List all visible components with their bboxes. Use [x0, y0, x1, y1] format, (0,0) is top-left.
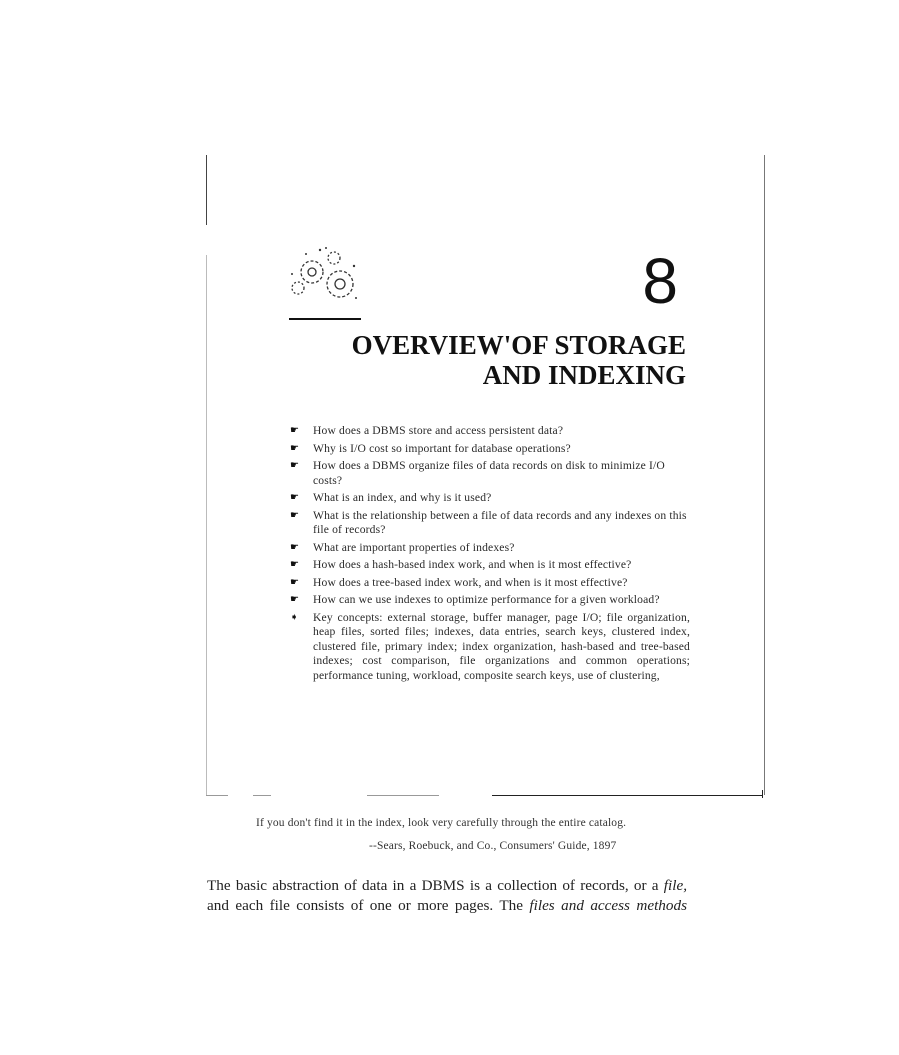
pointing-hand-icon: ☛ [290, 594, 300, 605]
body-emphasis: files and access methods [529, 897, 688, 914]
left-margin-line [206, 155, 207, 225]
bottom-rule [492, 795, 762, 796]
chapter-title [352, 330, 686, 390]
chapter-number: 8 [642, 245, 678, 317]
list-item [290, 509, 690, 538]
pointing-hand-icon: ☛ [290, 425, 300, 436]
pointing-hand-icon: ☛ [290, 559, 300, 570]
epigraph-source: --Sears, Roebuck, and Co., Consumers' Guide, 1897 [369, 840, 617, 852]
pointing-hand-icon: ☛ [290, 460, 300, 471]
pointing-hand-icon: ☛ [290, 576, 300, 588]
left-margin-line [206, 255, 207, 795]
key-concepts-text: Key concepts: external storage, buffer manager, page I/O; file organization, heap files, sorted files; indexes, data entries, search keys, clustered index, clustered file, primary index; index organization, hash-based and tree-based indexes; cost comparison, file organizations and common operations; performance tuning, workload, composite search keys, use of clustering, [313, 610, 690, 682]
double-arrow-icon: ➧ [290, 611, 299, 623]
bottom-rule [206, 795, 228, 796]
body-paragraph [207, 876, 687, 916]
key-concepts-item [290, 611, 690, 684]
question-text: How does a tree-based index work, and when is it most effective? [313, 575, 628, 589]
pointing-hand-icon: ☛ [290, 509, 300, 521]
pointing-hand-icon: ☛ [290, 541, 300, 553]
question-text: What is the relationship between a file of data records and any indexes on this file of records? [313, 508, 687, 536]
pointing-hand-icon: ☛ [290, 442, 300, 454]
chapter-title-line: AND INDEXING [482, 360, 686, 390]
question-text: How does a DBMS store and access persistent data? [313, 424, 564, 437]
list-item [290, 491, 690, 506]
body-text: and each file consists of one or more pages. The [207, 897, 523, 914]
gears-ornament-icon [284, 244, 368, 306]
body-line [207, 876, 687, 896]
chapter-title-line: OVERVIEW'OF STORAGE [351, 330, 686, 360]
list-item [290, 558, 690, 573]
question-text: What are important properties of indexes? [313, 540, 515, 554]
list-item [290, 442, 690, 457]
pointing-hand-icon: ☛ [290, 492, 300, 503]
right-margin-line [764, 155, 765, 795]
list-item [290, 593, 690, 608]
list-item [290, 459, 690, 488]
list-item [290, 541, 690, 556]
bottom-rule [253, 795, 271, 796]
epigraph-quote: If you don't find it in the index, look very carefully through the entire catalog. [256, 817, 627, 829]
body-text: The basic abstraction of data in a DBMS is a collection of records, or a [207, 877, 659, 894]
question-text: Why is I/O cost so important for database operations? [313, 441, 571, 455]
ornament-rule [289, 318, 361, 320]
list-item [290, 576, 690, 591]
bottom-rule [367, 795, 439, 796]
question-text: How does a DBMS organize files of data records on disk to minimize I/O costs? [313, 459, 665, 487]
question-text: How does a hash-based index work, and when is it most effective? [313, 558, 632, 571]
question-text: How can we use indexes to optimize performance for a given workload? [313, 593, 660, 606]
bottom-rule-tick [762, 790, 763, 798]
list-item [290, 424, 690, 439]
question-list [290, 424, 690, 683]
body-emphasis: file, [663, 877, 687, 894]
body-line [207, 896, 687, 916]
question-text: What is an index, and why is it used? [313, 491, 492, 504]
